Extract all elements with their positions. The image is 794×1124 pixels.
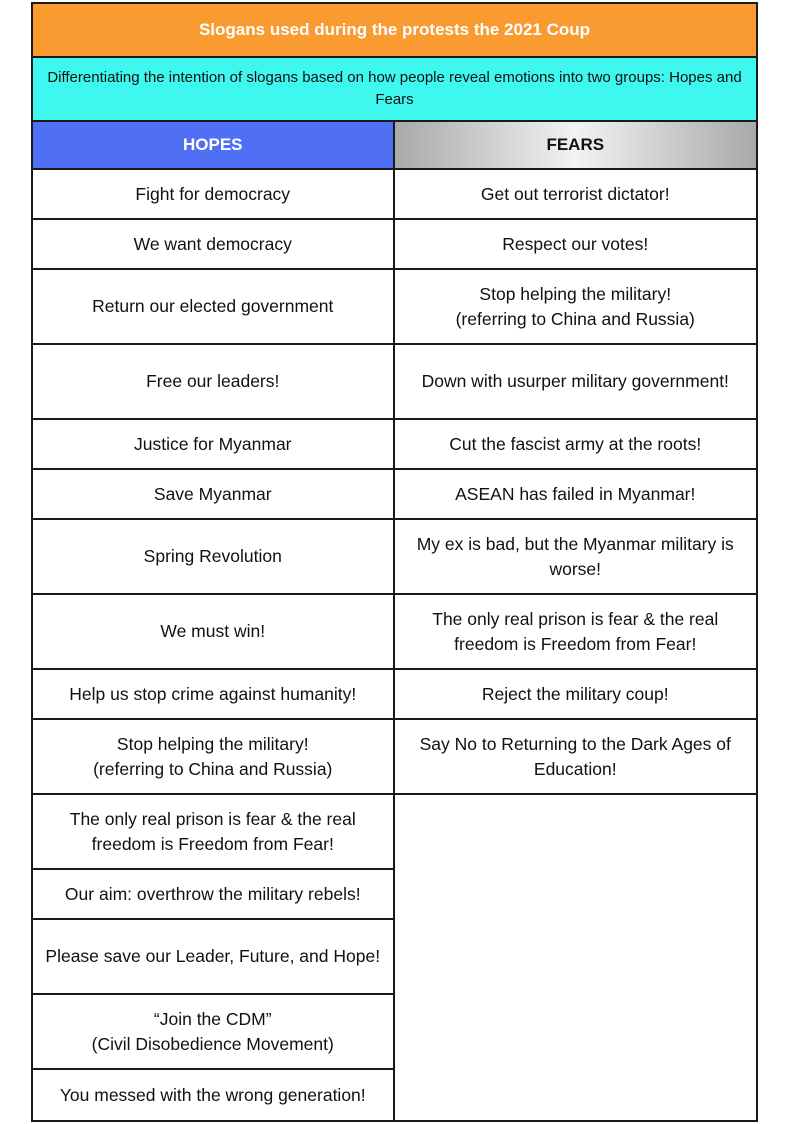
fears-row: The only real prison is fear & the real freedom is Freedom from Fear!	[395, 595, 757, 670]
hopes-row: The only real prison is fear & the real freedom is Freedom from Fear!	[33, 795, 393, 870]
fears-row: Cut the fascist army at the roots!	[395, 420, 757, 470]
fears-row: ASEAN has failed in Myanmar!	[395, 470, 757, 520]
hopes-column	[33, 122, 395, 1120]
table-columns	[33, 122, 756, 1120]
hopes-row: We want democracy	[33, 220, 393, 270]
fears-row: Reject the military coup!	[395, 670, 757, 720]
fears-row: My ex is bad, but the Myanmar military is worse!	[395, 520, 757, 595]
table-title: Slogans used during the protests the 2021 Coup	[33, 4, 756, 58]
hopes-row: Justice for Myanmar	[33, 420, 393, 470]
hopes-row: You messed with the wrong generation!	[59, 1084, 366, 1105]
fears-header: FEARS	[395, 122, 757, 170]
fears-row: Get out terrorist dictator!	[395, 170, 757, 220]
hopes-row: Save Myanmar	[33, 470, 393, 520]
fears-column	[395, 122, 757, 1120]
hopes-row: “Join the CDM” (Civil Disobedience Movement)	[33, 995, 393, 1070]
fears-row: Say No to Returning to the Dark Ages of Education!	[395, 720, 757, 795]
fears-row: Stop helping the military! (referring to China and Russia)	[395, 270, 757, 345]
hopes-row: Help us stop crime against humanity!	[33, 670, 393, 720]
slogans-table	[31, 2, 758, 1122]
hopes-row: Our aim: overthrow the military rebels!	[33, 870, 393, 920]
hopes-row: Please save our Leader, Future, and Hope!	[33, 920, 393, 995]
hopes-row: Spring Revolution	[33, 520, 393, 595]
hopes-header: HOPES	[33, 122, 393, 170]
fears-row: Respect our votes!	[395, 220, 757, 270]
hopes-row: Free our leaders!	[33, 345, 393, 420]
hopes-row: Return our elected government	[33, 270, 393, 345]
fears-empty-area	[395, 795, 757, 1120]
fears-row: Down with usurper military government!	[395, 345, 757, 420]
hopes-row: We must win!	[33, 595, 393, 670]
hopes-row: Fight for democracy	[33, 170, 393, 220]
table-subtitle: Differentiating the intention of slogans based on how people reveal emotions into two groups: Hopes and Fears	[33, 58, 756, 122]
hopes-row: Stop helping the military! (referring to China and Russia)	[33, 720, 393, 795]
